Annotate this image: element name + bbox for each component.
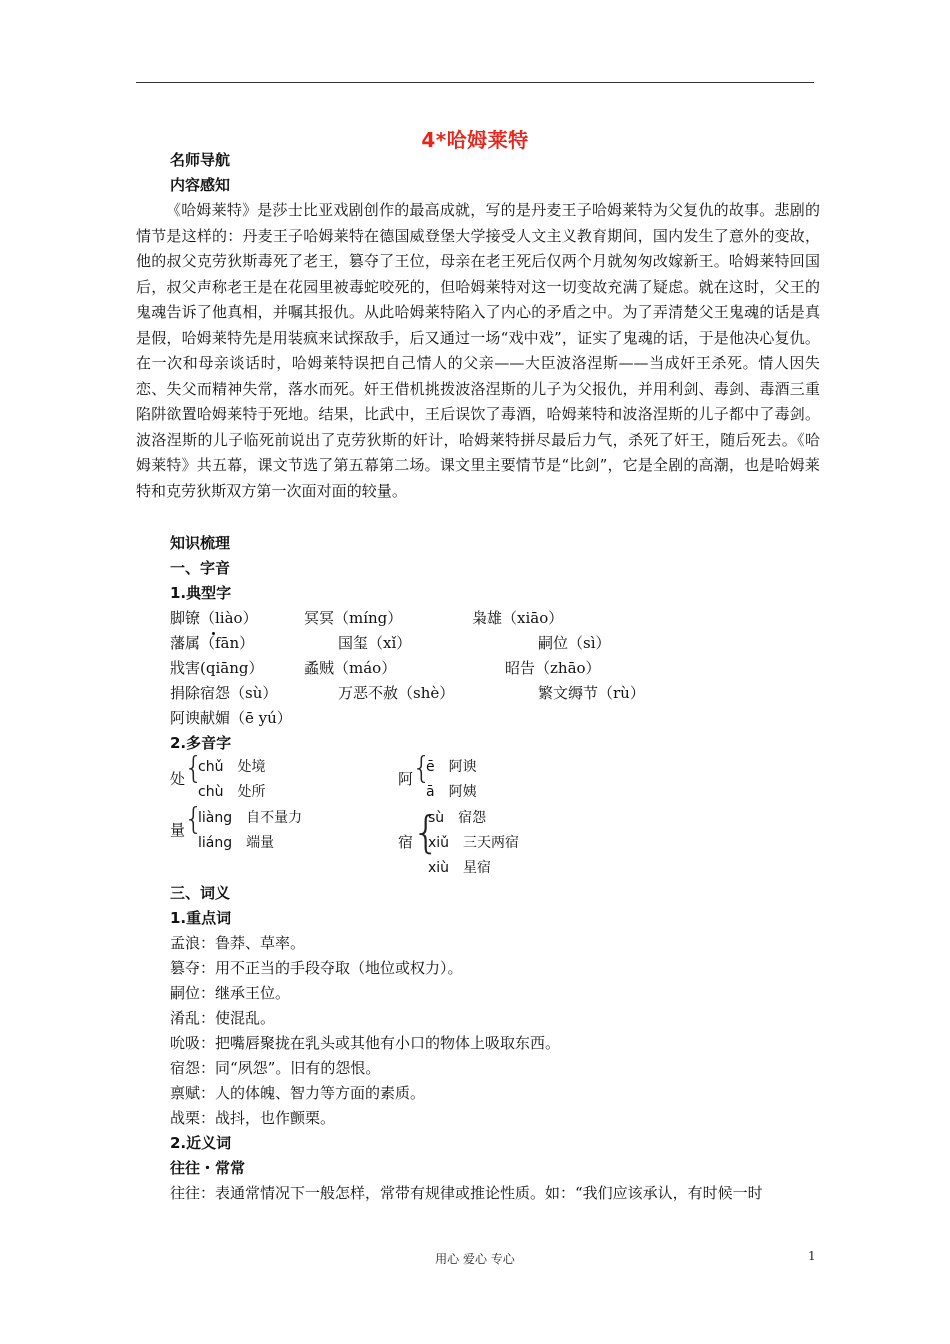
definition-line: 战栗：战抖，也作颤栗。: [170, 1109, 336, 1127]
char-entry: 国玺（xǐ）: [338, 634, 412, 652]
char-entry: 阿谀献媚（ē yú）: [170, 709, 292, 727]
char-row: [170, 656, 820, 681]
synonyms-heading: 2.近义词: [170, 1134, 232, 1152]
polyphone-reading: sù 宿怨: [428, 810, 487, 826]
document-body: [136, 148, 820, 1206]
definition-line: 淆乱：使混乱。: [170, 1009, 276, 1027]
char-entry: 繁文缛节（rù）: [538, 684, 645, 702]
char-text: 脚镣（liào）: [170, 609, 258, 627]
polyphone-reading: xiù 星宿: [428, 860, 492, 876]
brace-icon: {: [184, 751, 204, 786]
pronunciation-heading: 一、字音: [170, 559, 231, 577]
char-row: [170, 681, 820, 706]
polyphone-reading: ā 阿姨: [426, 784, 477, 800]
synonym-text: 往往：表通常情况下一般怎样，常带有规律或推论性质。如：“我们应该承认，有时候一时: [170, 1184, 763, 1202]
page-number: 1: [808, 1249, 816, 1263]
char-entry: 戕害(qiāng）: [170, 659, 264, 677]
polyphone-block: [170, 751, 820, 881]
char-entry: 藩属（fān）: [170, 634, 255, 652]
polyphone-char: 量: [170, 821, 186, 839]
knowledge-heading: 知识梳理: [170, 534, 231, 552]
brace-icon: {: [412, 807, 440, 858]
definition-line: 篡夺：用不正当的手段夺取（地位或权力）。: [170, 959, 463, 977]
brace-icon: {: [184, 802, 204, 837]
polyphone-heading: 2.多音字: [170, 734, 232, 752]
polyphone-reading: chǔ 处境: [198, 759, 266, 775]
intro-paragraph: 《哈姆莱特》是莎士比亚戏剧创作的最高成就，写的是丹麦王子哈姆莱特为父复仇的故事。悲剧的情节是这样的：丹麦王子哈姆莱特在德国威登堡大学接受人文主义教育期间，国内发生了意外的变故，他的叔父克劳狄斯毒死了老王，篡夺了王位，母亲在老王死后仅两个月就匆匆改嫁新王。哈姆莱特回国后，叔父声称老王是在花园里被毒蛇咬死的，但哈姆莱特对这一切变故充满了疑虑。就在这时，父王的鬼魂告诉了他真相，并嘱其报仇。从此哈姆莱特陷入了内心的矛盾之中。为了弄清楚父王鬼魂的话是真是假，哈姆莱特先是用装疯来试探敌手，后又通过一场“戏中戏”，证实了鬼魂的话，于是他决心复仇。在一次和母亲谈话时，哈姆莱特误把自己情人的父亲——大臣波洛涅斯——当成奸王杀死。情人因失恋、失父而精神失常，落水而死。奸王借机挑拨波洛涅斯的儿子为父报仇，并用利剑、毒剑、毒酒三重陷阱欲置哈姆莱特于死地。结果，比武中，王后误饮了毒酒，哈姆莱特和波洛涅斯的儿子都中了毒剑。波洛涅斯的儿子临死前说出了克劳狄斯的奸计，哈姆莱特拼尽最后力气，杀死了奸王，随后死去。《哈姆莱特》共五幕，课文节选了第五幕第二场。课文里主要情节是“比剑”，它是全剧的高潮，也是哈姆莱特和克劳狄斯双方第一次面对面的较量。: [136, 201, 820, 500]
definition-line: 吮吸：把嘴唇聚拢在乳头或其他有小口的物体上吸取东西。: [170, 1034, 561, 1052]
meaning-heading: 三、词义: [170, 884, 231, 902]
char-row: [170, 606, 820, 631]
document-title: 4*哈姆莱特: [421, 128, 529, 152]
polyphone-reading: liáng 端量: [198, 835, 275, 851]
char-entry: 嗣位（sì）: [538, 634, 611, 652]
definition-line: 嗣位：继承王位。: [170, 984, 291, 1002]
char-row: [170, 706, 820, 731]
definition-line: 孟浪：鲁莽、草率。: [170, 934, 306, 952]
char-row: [170, 631, 820, 656]
header-rule: [136, 82, 814, 83]
char-entry: 蟊贼（máo）: [304, 659, 397, 677]
key-words-heading: 1.重点词: [170, 909, 232, 927]
content-heading: 内容感知: [170, 176, 231, 194]
char-entry: 枭雄（xiāo）: [472, 609, 564, 627]
brace-icon: {: [412, 751, 432, 786]
guide-heading: 名师导航: [170, 151, 231, 169]
char-entry: 昭告（zhāo）: [505, 659, 601, 677]
char-entry: 冥冥（míng）: [304, 609, 403, 627]
char-entry: 捐除宿怨（sù）: [170, 684, 278, 702]
polyphone-reading: xiǔ 三天两宿: [428, 835, 520, 851]
char-entry: [170, 606, 258, 631]
page-footer: 用心 爱心 专心: [435, 1252, 515, 1266]
char-entry: 万恶不赦（shè）: [338, 684, 455, 702]
definition-line: 宿怨：同“夙怨”。旧有的怨恨。: [170, 1059, 381, 1077]
polyphone-reading: liàng 自不量力: [198, 810, 303, 826]
typical-chars-heading: 1.典型字: [170, 584, 232, 602]
definition-line: 禀赋：人的体魄、智力等方面的素质。: [170, 1084, 426, 1102]
polyphone-char: 宿: [398, 833, 414, 851]
polyphone-char: 处: [170, 770, 186, 788]
polyphone-char: 阿: [398, 770, 414, 788]
polyphone-reading: ē 阿谀: [426, 759, 477, 775]
polyphone-reading: chù 处所: [198, 784, 266, 800]
section-spacer: [170, 504, 820, 531]
synonym-pair-heading: 往往・常常: [170, 1159, 246, 1177]
